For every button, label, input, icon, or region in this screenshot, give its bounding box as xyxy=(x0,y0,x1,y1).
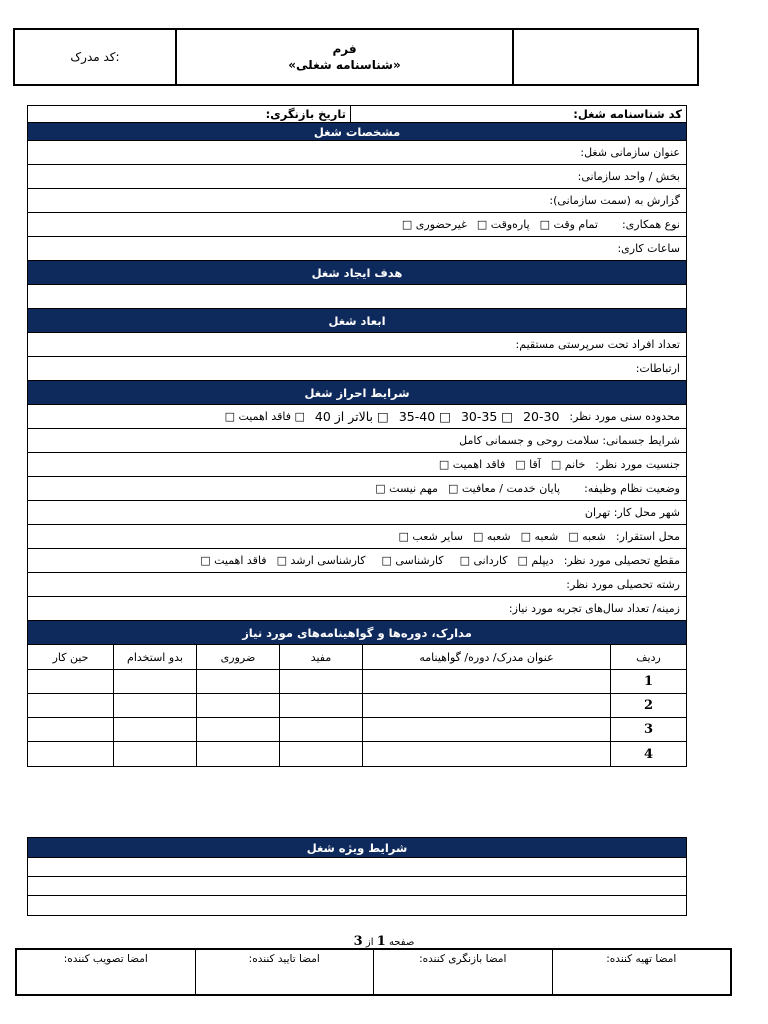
form-title-cell xyxy=(177,30,514,84)
section-purpose xyxy=(28,261,686,285)
doc-code-cell xyxy=(15,30,177,84)
cert-cell[interactable] xyxy=(196,670,279,694)
subordinates-label: تعداد افراد تحت سرپرستی مستقیم: xyxy=(515,338,680,351)
military-row xyxy=(28,477,686,501)
location-branch-3-checkbox[interactable]: شعبه □ xyxy=(472,530,511,543)
form-header xyxy=(13,28,699,86)
relations-label: ارتباطات: xyxy=(635,362,680,375)
page-current: 1 xyxy=(376,934,386,949)
cert-header-on-job: حین کار xyxy=(28,645,113,670)
gender-label: جنسیت مورد نظر: xyxy=(595,458,680,471)
location-branch-1-checkbox[interactable]: شعبه □ xyxy=(568,530,606,543)
cert-cell[interactable] xyxy=(196,742,279,766)
form-label: فرم xyxy=(332,42,357,56)
cert-cell[interactable] xyxy=(362,694,610,718)
coop-parttime-checkbox[interactable]: پاره‌وقت □ xyxy=(476,218,530,231)
military-any-checkbox[interactable]: مهم نیست □ xyxy=(375,482,438,495)
section-certificates-title: مدارک، دوره‌ها و گواهینامه‌های مورد نیاز xyxy=(242,625,472,640)
purpose-field[interactable] xyxy=(28,285,686,309)
cert-cell[interactable] xyxy=(279,718,362,742)
coop-fulltime-checkbox[interactable]: تمام وقت □ xyxy=(539,218,598,231)
job-id-label: کد شناسنامه شغل: xyxy=(573,107,682,121)
section-certificates xyxy=(28,621,686,645)
field-of-study-label: رشته تحصیلی مورد نظر: xyxy=(566,578,680,591)
special-line[interactable] xyxy=(28,896,686,915)
section-special-title: شرایط ویژه شغل xyxy=(306,840,408,855)
cert-cell[interactable] xyxy=(362,718,610,742)
signature-approver-label: امضا تایید کننده: xyxy=(248,953,320,965)
cert-cell[interactable] xyxy=(113,718,196,742)
edu-any-checkbox[interactable]: فاقد اهمیت □ xyxy=(200,554,267,567)
location-label: محل استقرار: xyxy=(615,530,680,543)
field-of-study-field[interactable] xyxy=(28,573,686,597)
page-number xyxy=(0,934,768,949)
cert-cell[interactable] xyxy=(362,670,610,694)
reports-to-label: گزارش به (سمت سازمانی): xyxy=(549,194,680,207)
gender-row xyxy=(28,453,686,477)
page-of: از xyxy=(365,937,374,948)
relations-field[interactable] xyxy=(28,357,686,381)
age-30-35-checkbox[interactable]: □ 30-35 xyxy=(460,409,514,424)
cert-cell[interactable] xyxy=(113,670,196,694)
signature-preparer[interactable] xyxy=(552,950,731,994)
cert-row-index: 1 xyxy=(610,670,686,694)
cert-header-on-hire: بدو استخدام xyxy=(113,645,196,670)
section-purpose-title: هدف ایجاد شغل xyxy=(311,265,403,280)
form-title: «شناسنامه شغلی» xyxy=(288,58,401,72)
hours-label: ساعات کاری: xyxy=(617,242,680,255)
experience-label: زمینه/ تعداد سال‌های تجربه مورد نیاز: xyxy=(508,602,680,615)
cert-cell[interactable] xyxy=(196,718,279,742)
gender-male-checkbox[interactable]: آقا □ xyxy=(515,458,541,471)
section-dimensions xyxy=(28,309,686,333)
cert-cell[interactable] xyxy=(279,694,362,718)
gender-any-checkbox[interactable]: فاقد اهمیت □ xyxy=(438,458,506,471)
military-done-checkbox[interactable]: پایان خدمت / معافیت □ xyxy=(447,482,561,495)
unit-field[interactable] xyxy=(28,165,686,189)
cert-cell[interactable] xyxy=(279,670,362,694)
education-row xyxy=(28,549,686,573)
cert-table xyxy=(28,645,686,766)
coop-type-label: نوع همکاری: xyxy=(621,218,680,231)
location-other-checkbox[interactable]: سایر شعب □ xyxy=(398,530,463,543)
cert-cell[interactable] xyxy=(28,742,113,766)
age-20-30-checkbox[interactable]: 20-30 xyxy=(523,409,560,424)
special-line[interactable] xyxy=(28,877,686,896)
section-qualifications-title: شرایط احراز شغل xyxy=(304,385,410,400)
cert-cell[interactable] xyxy=(196,694,279,718)
cert-header-title: عنوان مدرک/ دوره/ گواهینامه xyxy=(362,645,610,670)
signature-ratifier[interactable] xyxy=(17,950,195,994)
cert-cell[interactable] xyxy=(113,742,196,766)
special-conditions xyxy=(27,837,687,916)
signature-ratifier-label: امضا تصویب کننده: xyxy=(63,953,148,965)
age-over-40-checkbox[interactable]: □ بالاتر از 40 xyxy=(314,409,389,424)
cert-cell[interactable] xyxy=(28,718,113,742)
section-specs xyxy=(28,123,686,141)
job-id-field[interactable] xyxy=(350,106,686,122)
org-title-label: عنوان سازمانی شغل: xyxy=(580,146,680,159)
section-qualifications xyxy=(28,381,686,405)
cert-row-index: 2 xyxy=(610,694,686,718)
cert-cell[interactable] xyxy=(362,742,610,766)
cert-cell[interactable] xyxy=(28,694,113,718)
doc-code-label: کد مدرک: xyxy=(70,50,120,64)
edu-master-checkbox[interactable]: کارشناسی ارشد □ xyxy=(276,554,366,567)
edu-associate-checkbox[interactable]: کاردانی □ xyxy=(459,554,508,567)
hours-field[interactable] xyxy=(28,237,686,261)
signature-approver[interactable] xyxy=(195,950,374,994)
coop-remote-checkbox[interactable]: غیرحضوری □ xyxy=(401,218,467,231)
job-id-row xyxy=(28,106,686,123)
gender-female-checkbox[interactable]: خانم □ xyxy=(550,458,586,471)
cert-header-index: ردیف xyxy=(610,645,686,670)
experience-field[interactable] xyxy=(28,597,686,621)
signature-reviewer[interactable] xyxy=(373,950,552,994)
reports-to-field[interactable] xyxy=(28,189,686,213)
cert-cell[interactable] xyxy=(113,694,196,718)
subordinates-field[interactable] xyxy=(28,333,686,357)
signature-reviewer-label: امضا بازنگری کننده: xyxy=(419,953,507,965)
physical-text: شرایط جسمانی: سلامت روحی و جسمانی کامل xyxy=(459,434,680,447)
military-label: وضعیت نظام وظیفه: xyxy=(584,482,680,495)
education-label: مقطع تحصیلی مورد نظر: xyxy=(563,554,680,567)
edu-bachelor-checkbox[interactable]: کارشناسی □ xyxy=(381,554,444,567)
job-form xyxy=(27,105,687,767)
edu-diploma-checkbox[interactable]: دیپلم □ xyxy=(517,554,554,567)
cert-header-required: ضروری xyxy=(196,645,279,670)
city-text: شهر محل کار: تهران xyxy=(584,506,680,519)
physical-field[interactable] xyxy=(28,429,686,453)
location-branch-2-checkbox[interactable]: شعبه □ xyxy=(520,530,559,543)
city-field[interactable] xyxy=(28,501,686,525)
location-row xyxy=(28,525,686,549)
review-date-label: تاریخ بازنگری: xyxy=(265,107,346,121)
section-special xyxy=(28,838,686,858)
cert-row-index: 4 xyxy=(610,742,686,766)
cert-cell[interactable] xyxy=(28,670,113,694)
signature-preparer-label: امضا تهیه کننده: xyxy=(606,953,677,965)
unit-label: بخش / واحد سازمانی: xyxy=(577,170,680,183)
special-line[interactable] xyxy=(28,858,686,877)
age-row xyxy=(28,405,686,429)
org-title-field[interactable] xyxy=(28,141,686,165)
age-any-checkbox[interactable]: □ فاقد اهمیت □ xyxy=(224,410,305,423)
cert-row-index: 3 xyxy=(610,718,686,742)
age-label: محدوده سنی مورد نظر: xyxy=(569,410,680,423)
section-dimensions-title: ابعاد شغل xyxy=(328,313,386,328)
section-specs-title: مشخصات شغل xyxy=(313,124,401,139)
cert-cell[interactable] xyxy=(279,742,362,766)
coop-type-row xyxy=(28,213,686,237)
logo-cell xyxy=(514,30,697,84)
page-word: صفحه xyxy=(388,937,415,948)
signature-box xyxy=(15,948,732,996)
cert-header-useful: مفید xyxy=(279,645,362,670)
age-35-40-checkbox[interactable]: □ 35-40 xyxy=(398,409,451,424)
review-date-field[interactable] xyxy=(28,106,350,122)
page-total: 3 xyxy=(353,934,363,949)
